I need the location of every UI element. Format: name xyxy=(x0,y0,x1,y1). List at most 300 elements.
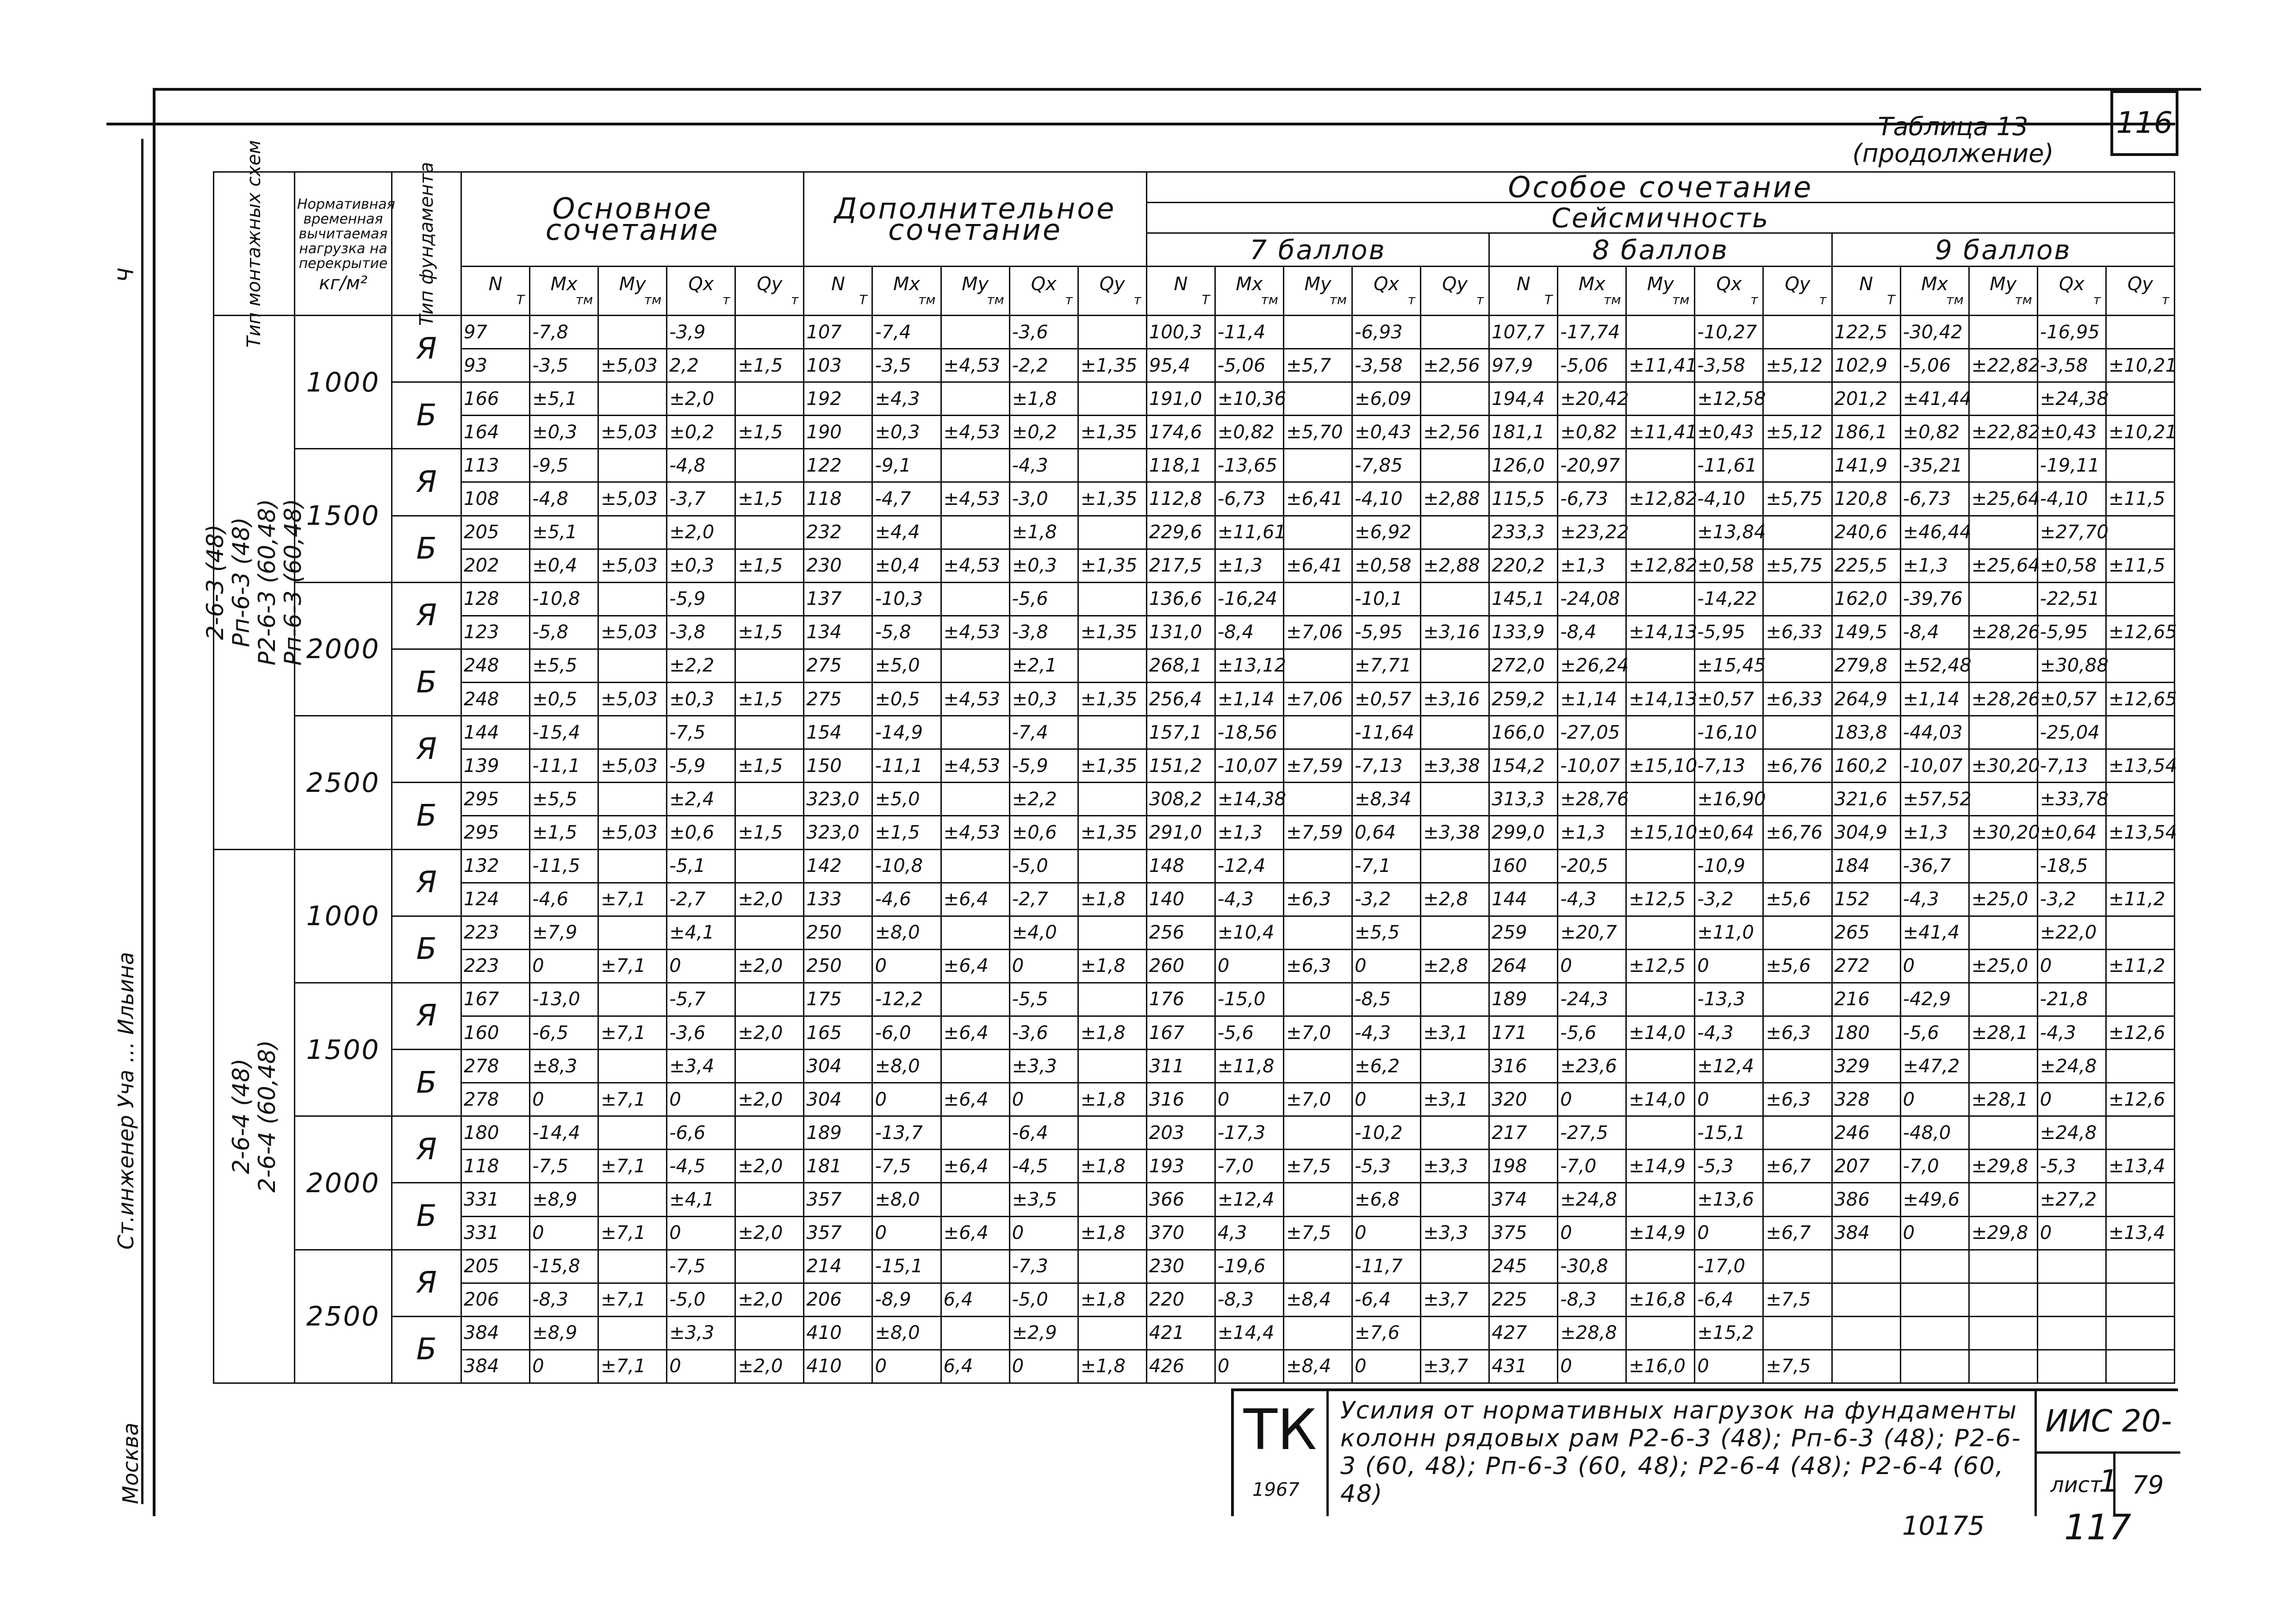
value-cell xyxy=(1421,516,1489,549)
value-cell xyxy=(1763,1183,1832,1216)
value-cell: -5,95 xyxy=(1352,616,1421,649)
value-cell: 175 xyxy=(804,983,872,1016)
value-cell xyxy=(1078,582,1146,616)
value-cell: -4,6 xyxy=(530,883,598,916)
value-cell: -2,2 xyxy=(1009,349,1078,382)
value-cell: -4,3 xyxy=(1352,1016,1421,1049)
value-cell xyxy=(941,849,1009,883)
value-cell: -4,3 xyxy=(1900,883,1969,916)
value-cell: -5,06 xyxy=(1215,349,1283,382)
title-block xyxy=(1231,1388,2178,1516)
value-cell: 189 xyxy=(1489,983,1558,1016)
value-cell: 120,8 xyxy=(1832,482,1900,516)
foundation-type-cell: Б xyxy=(392,783,461,849)
value-cell xyxy=(735,516,804,549)
table-row xyxy=(214,683,2175,716)
value-cell: 230 xyxy=(804,549,872,582)
value-cell xyxy=(598,1250,667,1283)
value-cell: 134 xyxy=(804,616,872,649)
value-cell: 246 xyxy=(1832,1116,1900,1150)
value-cell: ±22,82 xyxy=(1969,349,2037,382)
value-cell: -15,1 xyxy=(1695,1116,1763,1150)
value-cell: 202 xyxy=(461,549,530,582)
value-cell: 0 xyxy=(872,949,941,983)
value-cell: ±28,8 xyxy=(1558,1316,1626,1350)
value-cell xyxy=(1763,1116,1832,1150)
value-cell: -8,4 xyxy=(1558,616,1626,649)
value-cell xyxy=(1626,1250,1695,1283)
value-cell: -20,5 xyxy=(1558,849,1626,883)
value-cell: 384 xyxy=(461,1350,530,1383)
value-cell: -7,0 xyxy=(1558,1150,1626,1183)
value-cell: ±1,35 xyxy=(1078,816,1146,849)
value-cell: ±15,10 xyxy=(1626,749,1695,783)
value-cell: ±0,6 xyxy=(1009,816,1078,849)
title-block-tk: ТК xyxy=(1234,1391,1329,1516)
value-cell xyxy=(1626,1316,1695,1350)
value-cell: ±7,5 xyxy=(1763,1283,1832,1316)
value-cell xyxy=(1969,649,2037,682)
value-cell: ±5,03 xyxy=(598,482,667,516)
value-cell: ±3,5 xyxy=(1009,1183,1078,1216)
value-cell: ±12,4 xyxy=(1215,1183,1283,1216)
value-cell: ±6,41 xyxy=(1283,549,1352,582)
value-cell: -5,3 xyxy=(1695,1150,1763,1183)
value-cell xyxy=(1421,649,1489,682)
value-cell: ±24,38 xyxy=(2037,382,2106,416)
value-cell: -15,1 xyxy=(872,1250,941,1283)
value-cell: -3,8 xyxy=(1009,616,1078,649)
value-cell: ±6,4 xyxy=(941,883,1009,916)
value-cell: 6,4 xyxy=(941,1283,1009,1316)
value-cell xyxy=(1078,382,1146,416)
value-cell: 0 xyxy=(2037,949,2106,983)
hdr-col-3-4: Qy т xyxy=(1763,267,1832,316)
value-cell xyxy=(941,449,1009,482)
value-cell: ±2,56 xyxy=(1421,349,1489,382)
foundation-type-cell: Я xyxy=(392,316,461,382)
value-cell: -14,9 xyxy=(872,716,941,749)
value-cell xyxy=(598,716,667,749)
value-cell: 0 xyxy=(530,1083,598,1116)
value-cell: 198 xyxy=(1489,1150,1558,1183)
value-cell: ±25,0 xyxy=(1969,949,2037,983)
value-cell xyxy=(1283,582,1352,616)
value-cell: 167 xyxy=(461,983,530,1016)
value-cell: ±3,38 xyxy=(1421,749,1489,783)
value-cell: 216 xyxy=(1832,983,1900,1016)
value-cell: ±7,5 xyxy=(1763,1350,1832,1383)
value-cell: -3,2 xyxy=(1695,883,1763,916)
table-row xyxy=(214,1316,2175,1350)
value-cell: -5,0 xyxy=(667,1283,735,1316)
value-cell: -12,4 xyxy=(1215,849,1283,883)
value-cell: ±5,03 xyxy=(598,416,667,449)
value-cell: -7,85 xyxy=(1352,449,1421,482)
value-cell: ±0,64 xyxy=(1695,816,1763,849)
value-cell: 192 xyxy=(804,382,872,416)
value-cell: 264 xyxy=(1489,949,1558,983)
value-cell: ±30,20 xyxy=(1969,749,2037,783)
value-cell: ±22,82 xyxy=(1969,416,2037,449)
value-cell: ±5,1 xyxy=(530,516,598,549)
value-cell: -7,3 xyxy=(1009,1250,1078,1283)
value-cell: -7,4 xyxy=(872,316,941,349)
value-cell: -4,10 xyxy=(1695,482,1763,516)
value-cell: ±6,3 xyxy=(1283,883,1352,916)
value-cell: -5,1 xyxy=(667,849,735,883)
value-cell: -6,6 xyxy=(667,1116,735,1150)
value-cell: ±8,4 xyxy=(1283,1350,1352,1383)
value-cell xyxy=(1763,1050,1832,1083)
value-cell xyxy=(598,449,667,482)
value-cell: -3,6 xyxy=(1009,316,1078,349)
archive-number: 10175 xyxy=(1902,1511,1985,1541)
value-cell: 103 xyxy=(804,349,872,382)
hdr-col-1-2: My тм xyxy=(941,267,1009,316)
value-cell xyxy=(1283,516,1352,549)
value-cell: -7,13 xyxy=(1695,749,1763,783)
value-cell: 160 xyxy=(461,1016,530,1049)
table-row xyxy=(214,916,2175,949)
value-cell: ±0,82 xyxy=(1215,416,1283,449)
value-cell: -17,0 xyxy=(1695,1250,1763,1283)
hdr-col-4-4: Qy т xyxy=(2106,267,2174,316)
value-cell: 0 xyxy=(530,1216,598,1250)
foundation-type-cell: Б xyxy=(392,649,461,716)
hdr-7-points: 7 баллов xyxy=(1146,233,1489,267)
value-cell: ±1,35 xyxy=(1078,616,1146,649)
value-cell xyxy=(598,516,667,549)
value-cell xyxy=(598,1183,667,1216)
value-cell: 137 xyxy=(804,582,872,616)
table-row xyxy=(214,1283,2175,1316)
value-cell xyxy=(941,1116,1009,1150)
hdr-col-2-1: Mx тм xyxy=(1215,267,1283,316)
value-cell: ±7,0 xyxy=(1283,1083,1352,1116)
title-block-code: ИИС 20-1 xyxy=(2035,1391,2180,1454)
value-cell: 2,2 xyxy=(667,349,735,382)
value-cell: ±7,59 xyxy=(1283,816,1352,849)
value-cell: 166 xyxy=(461,382,530,416)
value-cell xyxy=(1969,716,2037,749)
value-cell xyxy=(1969,449,2037,482)
value-cell xyxy=(1078,1050,1146,1083)
table-caption-continued: (продолжение) xyxy=(1852,139,2054,168)
value-cell: 245 xyxy=(1489,1250,1558,1283)
value-cell: 190 xyxy=(804,416,872,449)
value-cell: ±25,64 xyxy=(1969,482,2037,516)
value-cell: ±49,6 xyxy=(1900,1183,1969,1216)
value-cell: -10,9 xyxy=(1695,849,1763,883)
value-cell: ±6,41 xyxy=(1283,482,1352,516)
value-cell: ±6,92 xyxy=(1352,516,1421,549)
hdr-col-3-1: Mx тм xyxy=(1558,267,1626,316)
value-cell xyxy=(735,716,804,749)
value-cell: 374 xyxy=(1489,1183,1558,1216)
value-cell: ±0,4 xyxy=(530,549,598,582)
value-cell: ±0,57 xyxy=(2037,683,2106,716)
value-cell xyxy=(735,1183,804,1216)
table-row xyxy=(214,849,2175,883)
value-cell: ±2,2 xyxy=(1009,783,1078,816)
value-cell: ±6,8 xyxy=(1352,1183,1421,1216)
value-cell: ±13,4 xyxy=(2106,1150,2174,1183)
value-cell: 122,5 xyxy=(1832,316,1900,349)
load-cell: 1000 xyxy=(295,316,392,449)
value-cell xyxy=(1626,382,1695,416)
value-cell: ±1,8 xyxy=(1009,382,1078,416)
value-cell xyxy=(1763,516,1832,549)
value-cell xyxy=(1421,449,1489,482)
value-cell: 151,2 xyxy=(1146,749,1215,783)
value-cell xyxy=(598,916,667,949)
value-cell: ±6,33 xyxy=(1763,616,1832,649)
value-cell: 95,4 xyxy=(1146,349,1215,382)
value-cell: ±5,75 xyxy=(1763,549,1832,582)
value-cell: ±24,8 xyxy=(2037,1050,2106,1083)
value-cell: -39,76 xyxy=(1900,582,1969,616)
value-cell xyxy=(1763,449,1832,482)
value-cell: ±3,4 xyxy=(667,1050,735,1083)
value-cell xyxy=(1078,316,1146,349)
value-cell: ±20,42 xyxy=(1558,382,1626,416)
hdr-col-0-1: Mx тм xyxy=(530,267,598,316)
value-cell: 115,5 xyxy=(1489,482,1558,516)
value-cell: -21,8 xyxy=(2037,983,2106,1016)
value-cell: ±6,3 xyxy=(1763,1083,1832,1116)
value-cell xyxy=(1078,983,1146,1016)
value-cell: ±1,8 xyxy=(1078,1350,1146,1383)
value-cell: ±23,22 xyxy=(1558,516,1626,549)
value-cell: 259 xyxy=(1489,916,1558,949)
value-cell: ±1,3 xyxy=(1900,549,1969,582)
value-cell: ±14,0 xyxy=(1626,1016,1695,1049)
value-cell: ±3,3 xyxy=(1421,1216,1489,1250)
value-cell xyxy=(1763,1316,1832,1350)
foundation-type-cell: Я xyxy=(392,1250,461,1316)
value-cell: ±41,44 xyxy=(1900,382,1969,416)
value-cell: 0 xyxy=(667,1216,735,1250)
value-cell xyxy=(598,316,667,349)
value-cell: 0 xyxy=(1558,1216,1626,1250)
value-cell: 132 xyxy=(461,849,530,883)
value-cell xyxy=(735,783,804,816)
value-cell xyxy=(1421,716,1489,749)
value-cell: ±15,45 xyxy=(1695,649,1763,682)
value-cell: ±52,48 xyxy=(1900,649,1969,682)
value-cell xyxy=(735,582,804,616)
value-cell: 102,9 xyxy=(1832,349,1900,382)
foundation-type-cell: Я xyxy=(392,849,461,916)
value-cell xyxy=(1421,1116,1489,1150)
value-cell xyxy=(598,1050,667,1083)
value-cell: -15,4 xyxy=(530,716,598,749)
hdr-col-3-2: My тм xyxy=(1626,267,1695,316)
value-cell: 0 xyxy=(1352,1216,1421,1250)
value-cell: ±5,03 xyxy=(598,549,667,582)
value-cell: ±0,58 xyxy=(1352,549,1421,582)
hdr-col-3-3: Qx т xyxy=(1695,267,1763,316)
value-cell: ±14,38 xyxy=(1215,783,1283,816)
value-cell: 0 xyxy=(667,949,735,983)
value-cell: -4,6 xyxy=(872,883,941,916)
value-cell: -10,2 xyxy=(1352,1116,1421,1150)
value-cell xyxy=(1626,1183,1695,1216)
foundation-type-cell: Б xyxy=(392,1183,461,1250)
value-cell: 259,2 xyxy=(1489,683,1558,716)
table-caption-title: Таблица 13 xyxy=(1878,112,2028,141)
value-cell: 279,8 xyxy=(1832,649,1900,682)
value-cell: ±6,4 xyxy=(941,949,1009,983)
value-cell xyxy=(1283,1183,1352,1216)
value-cell: -3,5 xyxy=(530,349,598,382)
page-number: 117 xyxy=(2064,1506,2132,1548)
value-cell: -5,95 xyxy=(2037,616,2106,649)
value-cell: ±7,5 xyxy=(1283,1150,1352,1183)
value-cell: 123 xyxy=(461,616,530,649)
value-cell: ±2,56 xyxy=(1421,416,1489,449)
hdr-9-points: 9 баллов xyxy=(1832,233,2174,267)
value-cell: -8,3 xyxy=(530,1283,598,1316)
value-cell xyxy=(1763,983,1832,1016)
value-cell: -11,4 xyxy=(1215,316,1283,349)
value-cell: 0 xyxy=(530,1350,598,1383)
value-cell: ±1,35 xyxy=(1078,549,1146,582)
value-cell: ±8,34 xyxy=(1352,783,1421,816)
value-cell: 386 xyxy=(1832,1183,1900,1216)
foundation-type-cell: Я xyxy=(392,582,461,649)
value-cell: -17,3 xyxy=(1215,1116,1283,1150)
value-cell: 206 xyxy=(804,1283,872,1316)
value-cell: 97,9 xyxy=(1489,349,1558,382)
value-cell xyxy=(1763,649,1832,682)
table-row xyxy=(214,516,2175,549)
value-cell: -4,3 xyxy=(1215,883,1283,916)
value-cell: ±0,6 xyxy=(667,816,735,849)
value-cell: ±5,0 xyxy=(872,783,941,816)
load-cell: 2000 xyxy=(295,582,392,716)
value-cell: 229,6 xyxy=(1146,516,1215,549)
value-cell: 206 xyxy=(461,1283,530,1316)
value-cell: -5,6 xyxy=(1009,582,1078,616)
value-cell: 0 xyxy=(1215,1350,1283,1383)
value-cell: -11,5 xyxy=(530,849,598,883)
value-cell: -4,8 xyxy=(530,482,598,516)
value-cell: ±0,3 xyxy=(667,549,735,582)
value-cell xyxy=(941,1250,1009,1283)
value-cell: ±8,0 xyxy=(872,1183,941,1216)
value-cell: ±4,53 xyxy=(941,749,1009,783)
value-cell: ±15,2 xyxy=(1695,1316,1763,1350)
title-block-sheet-label: лист xyxy=(2035,1454,2116,1516)
value-cell: -22,51 xyxy=(2037,582,2106,616)
value-cell: 0 xyxy=(1558,949,1626,983)
value-cell: -3,58 xyxy=(1695,349,1763,382)
value-cell: 410 xyxy=(804,1316,872,1350)
value-cell: ±0,57 xyxy=(1352,683,1421,716)
value-cell xyxy=(2037,1350,2106,1383)
value-cell: -5,06 xyxy=(1558,349,1626,382)
value-cell: ±8,0 xyxy=(872,916,941,949)
value-cell: -7,4 xyxy=(1009,716,1078,749)
value-cell: 181 xyxy=(804,1150,872,1183)
value-cell xyxy=(1763,582,1832,616)
value-cell: 145,1 xyxy=(1489,582,1558,616)
value-cell: ±0,5 xyxy=(530,683,598,716)
value-cell: ±33,78 xyxy=(2037,783,2106,816)
value-cell: 291,0 xyxy=(1146,816,1215,849)
value-cell: 131,0 xyxy=(1146,616,1215,649)
value-cell: 176 xyxy=(1146,983,1215,1016)
value-cell xyxy=(1283,1050,1352,1083)
value-cell: 0 xyxy=(1352,1350,1421,1383)
value-cell: ±7,1 xyxy=(598,1283,667,1316)
value-cell: -30,42 xyxy=(1900,316,1969,349)
value-cell: 384 xyxy=(1832,1216,1900,1250)
value-cell xyxy=(1626,516,1695,549)
table-row xyxy=(214,816,2175,849)
value-cell xyxy=(735,849,804,883)
table-row xyxy=(214,749,2175,783)
value-cell xyxy=(1900,1283,1969,1316)
value-cell: -13,3 xyxy=(1695,983,1763,1016)
value-cell: 272,0 xyxy=(1489,649,1558,682)
value-cell: 93 xyxy=(461,349,530,382)
value-cell: 265 xyxy=(1832,916,1900,949)
value-cell xyxy=(1626,649,1695,682)
value-cell: 214 xyxy=(804,1250,872,1283)
value-cell xyxy=(1283,783,1352,816)
value-cell xyxy=(2106,1316,2174,1350)
value-cell: -6,4 xyxy=(1352,1283,1421,1316)
value-cell: ±25,64 xyxy=(1969,549,2037,582)
hdr-col-1-3: Qx т xyxy=(1009,267,1078,316)
sheet-number: 116 xyxy=(2110,90,2178,156)
value-cell: ±26,24 xyxy=(1558,649,1626,682)
value-cell: 107 xyxy=(804,316,872,349)
value-cell: ±6,3 xyxy=(1763,1016,1832,1049)
value-cell: 0 xyxy=(667,1350,735,1383)
value-cell: ±2,88 xyxy=(1421,549,1489,582)
value-cell xyxy=(1283,382,1352,416)
value-cell: -7,1 xyxy=(1352,849,1421,883)
value-cell: ±7,1 xyxy=(598,883,667,916)
value-cell: -5,6 xyxy=(1215,1016,1283,1049)
value-cell: -5,0 xyxy=(1009,1283,1078,1316)
value-cell xyxy=(1900,1316,1969,1350)
value-cell: 144 xyxy=(1489,883,1558,916)
value-cell: 304 xyxy=(804,1083,872,1116)
value-cell: 225,5 xyxy=(1832,549,1900,582)
value-cell: ±3,38 xyxy=(1421,816,1489,849)
table-row xyxy=(214,1216,2175,1250)
value-cell: -5,6 xyxy=(1900,1016,1969,1049)
left-sidebar xyxy=(113,139,150,1504)
value-cell xyxy=(1626,582,1695,616)
value-cell: ±8,0 xyxy=(872,1316,941,1350)
value-cell xyxy=(1626,316,1695,349)
value-cell: ±7,9 xyxy=(530,916,598,949)
table-row xyxy=(214,1150,2175,1183)
table-row xyxy=(214,649,2175,682)
value-cell: ±5,03 xyxy=(598,683,667,716)
value-cell: 313,3 xyxy=(1489,783,1558,816)
value-cell: ±10,21 xyxy=(2106,349,2174,382)
value-cell: ±1,5 xyxy=(735,349,804,382)
value-cell xyxy=(735,649,804,682)
value-cell: 331 xyxy=(461,1183,530,1216)
